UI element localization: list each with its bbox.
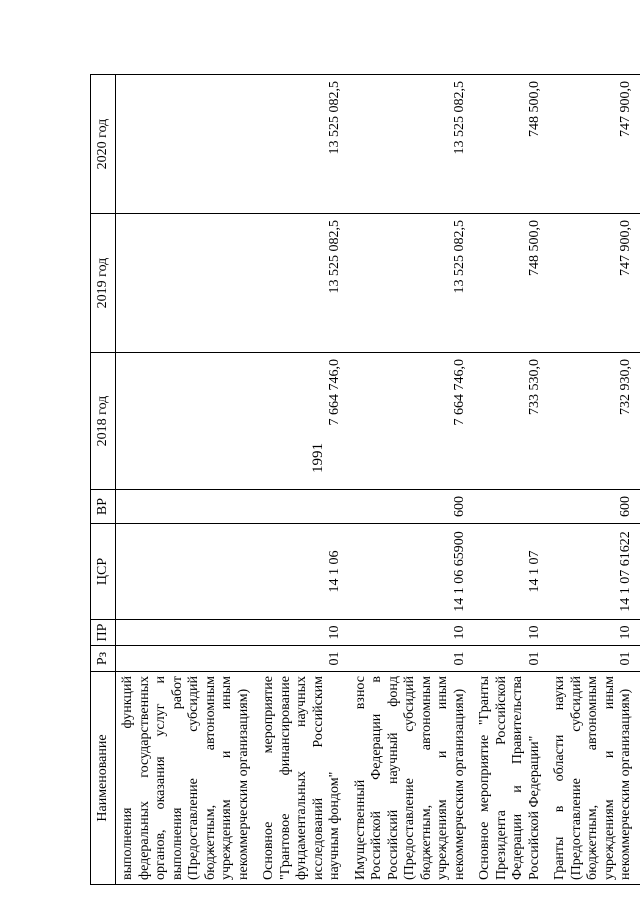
row-name: Гранты в области науки (Предоставление субсидий бюджетным, автономным учреждениям и иным некоммерческим организациям) (548, 672, 640, 885)
budget-table-sheet (90, 75, 633, 885)
table-row (473, 75, 548, 885)
row-vr (116, 490, 258, 524)
row-2018: 7 664 746,0 (349, 353, 474, 490)
row-name: Основное мероприятие "Грантовое финансирование фундаментальных научных исследований Российским научным фондом" (257, 672, 349, 885)
table-row (548, 75, 640, 885)
header-2019: 2019 год (91, 214, 116, 353)
row-csr: 14 1 07 61622 (548, 524, 640, 620)
row-2019: 747 900,0 (548, 214, 640, 353)
header-pr: ПР (91, 620, 116, 646)
row-pr: 10 (349, 620, 474, 646)
row-rz: 01 (548, 646, 640, 672)
table-row (116, 75, 258, 885)
table-row (349, 75, 474, 885)
row-csr: 14 1 07 (473, 524, 548, 620)
row-2019: 13 525 082,5 (257, 214, 349, 353)
row-2019: 13 525 082,5 (349, 214, 474, 353)
page-number: 1991 (310, 443, 326, 473)
header-name: Наименование (91, 672, 116, 885)
row-2018 (116, 353, 258, 490)
header-rz: Рз (91, 646, 116, 672)
row-pr (116, 620, 258, 646)
row-csr: 14 1 06 (257, 524, 349, 620)
row-2018: 732 930,0 (548, 353, 640, 490)
row-name: выполнения функций федеральных государственных органов, оказания услуг и выполнения работ (Предоставление субсидий бюджетным, автономным учреждениям и иным некоммерческим организациям) (116, 672, 258, 885)
row-2020: 747 900,0 (548, 75, 640, 214)
header-2020: 2020 год (91, 75, 116, 214)
header-2018: 2018 год (91, 353, 116, 490)
header-vr: ВР (91, 490, 116, 524)
row-2020: 13 525 082,5 (257, 75, 349, 214)
row-vr: 600 (548, 490, 640, 524)
row-rz: 01 (473, 646, 548, 672)
row-2019 (116, 214, 258, 353)
row-pr: 10 (257, 620, 349, 646)
row-csr (116, 524, 258, 620)
row-2018: 7 664 746,0 (257, 353, 349, 490)
row-vr: 600 (349, 490, 474, 524)
row-rz: 01 (257, 646, 349, 672)
table-row (257, 75, 349, 885)
header-csr: ЦСР (91, 524, 116, 620)
row-2020: 748 500,0 (473, 75, 548, 214)
row-name: Имущественный взнос Российской Федерации в Российский научный фонд (Предоставление субсидий бюджетным, автономным учреждениям и иным некоммерческим организациям) (349, 672, 474, 885)
row-csr: 14 1 06 65900 (349, 524, 474, 620)
row-pr: 10 (473, 620, 548, 646)
row-2019: 748 500,0 (473, 214, 548, 353)
row-rz: 01 (349, 646, 474, 672)
row-vr (257, 490, 349, 524)
row-vr (473, 490, 548, 524)
row-2020: 13 525 082,5 (349, 75, 474, 214)
row-pr: 10 (548, 620, 640, 646)
budget-table (90, 74, 640, 885)
row-rz (116, 646, 258, 672)
row-name: Основное мероприятие "Гранты Президента Российской Федерации и Правительства Российской Федерации" (473, 672, 548, 885)
row-2020 (116, 75, 258, 214)
table-header-row (91, 75, 116, 885)
row-2018: 733 530,0 (473, 353, 548, 490)
